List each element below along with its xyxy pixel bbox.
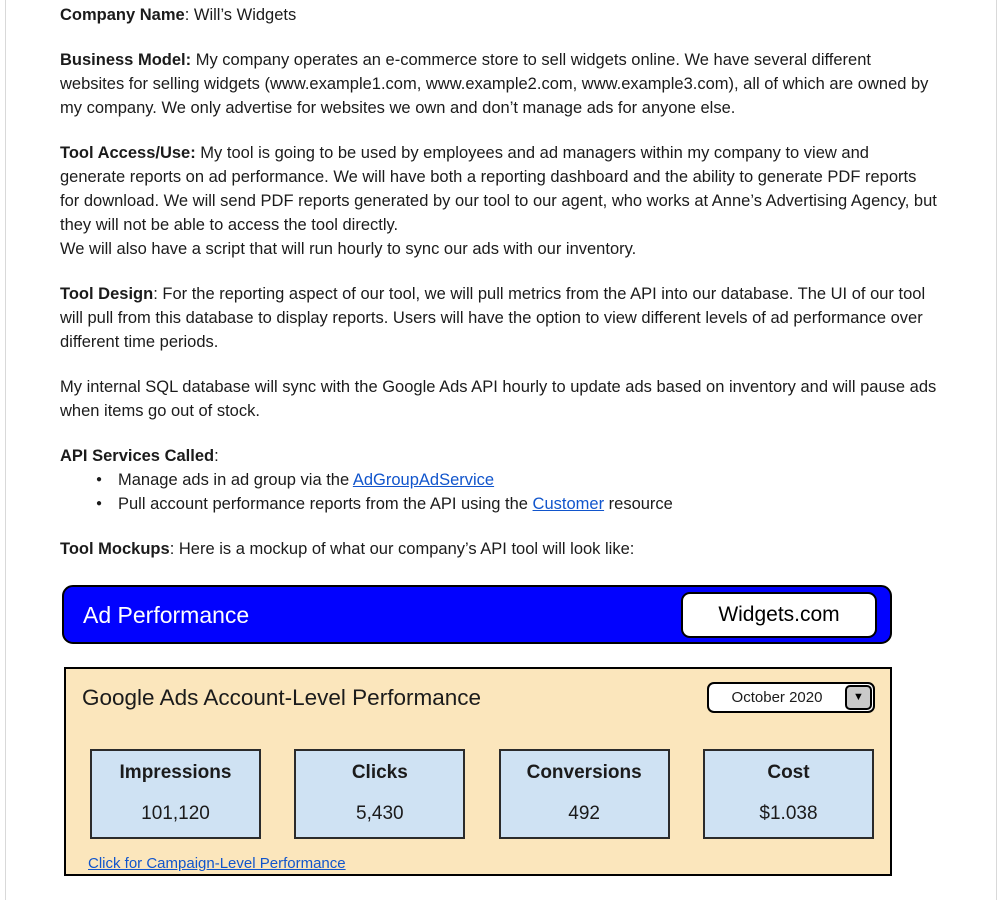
metric-label: Clicks [351,762,408,783]
chevron-down-icon: ▼ [853,691,864,703]
adgroupadservice-link[interactable]: AdGroupAdService [352,471,495,489]
list-item [60,468,938,492]
metric-card-cost [703,749,874,839]
mockup-header-bar [62,585,892,644]
customer-resource-link[interactable]: Customer [532,495,605,513]
tool-design-label: Tool Design [60,285,154,303]
page-edge-left [5,0,6,900]
tool-design-text: : For the reporting aspect of our tool, we will pull metrics from the API into our database. The UI of our tool will pull from this database to display reports. Users will have the option to view different levels of ad performance over different time periods. [60,285,926,351]
company-name-value: : Will’s Widgets [184,6,297,24]
bullet-text-prefix: Pull account performance reports from the API using the [118,495,533,513]
metric-value: $1.038 [759,803,818,824]
business-model-paragraph [60,48,938,120]
business-model-label: Business Model: [60,51,192,69]
api-services-colon: : [214,447,219,465]
bullet-icon: ● [96,498,103,509]
bullet-text-prefix: Manage ads in ad group via the [118,471,353,489]
widgets-button[interactable]: Widgets.com [681,592,877,638]
metric-cards-row [66,749,890,839]
metric-value: 5,430 [356,803,404,824]
panel-header-row [66,669,890,713]
list-item [60,492,938,516]
mockup-header-title: Ad Performance [83,601,250,628]
metric-value: 492 [568,803,600,824]
metric-label: Cost [767,762,810,783]
tool-access-label: Tool Access/Use: [60,144,196,162]
metric-card-clicks [294,749,465,839]
metric-label: Conversions [526,762,642,783]
sql-note-paragraph: My internal SQL database will sync with the Google Ads API hourly to update ads based on inventory and will pause ads when items go out of stock. [60,378,937,420]
account-performance-panel [64,667,892,876]
api-services-list [60,468,938,516]
campaign-level-link[interactable]: Click for Campaign-Level Performance [88,855,346,872]
panel-title: Google Ads Account-Level Performance [82,684,481,710]
bullet-icon: ● [96,474,103,485]
api-services-label: API Services Called [60,447,215,465]
tool-access-text: My tool is going to be used by employees and ad managers within my company to view and generate reports on ad performance. We will have both a reporting dashboard and the ability to generate PDF reports for download. We will send PDF reports generated by our tool to our agent, who works at Anne’s Advertising Agency, but they will not be able to access the tool directly. [60,144,937,234]
month-dropdown[interactable] [707,682,875,713]
metric-label: Impressions [119,762,232,783]
company-name-label: Company Name [60,6,185,24]
company-name-line [60,3,938,27]
month-dropdown-value: October 2020 [731,688,823,706]
metric-card-conversions [499,749,670,839]
page-edge-right [996,0,997,900]
api-services-heading [60,444,938,468]
tool-mockups-text: : Here is a mockup of what our company’s API tool will look like: [169,540,635,558]
metric-value: 101,120 [141,803,210,824]
tool-access-paragraph [60,141,938,261]
tool-access-line2: We will also have a script that will run hourly to sync our ads with our inventory. [60,240,637,258]
bullet-text-suffix: resource [604,495,673,513]
metric-card-impressions [90,749,261,839]
dropdown-arrow-button[interactable] [845,685,872,710]
tool-mockups-line [60,537,938,561]
tool-design-paragraph [60,282,938,354]
business-model-text: My company operates an e-commerce store to sell widgets online. We have several different websites for selling widgets (www.example1.com, www.example2.com, www.example3.com), all of which are owned by my company. We only advertise for websites we own and don’t manage ads for anyone else. [60,51,929,117]
document-content [60,3,938,876]
tool-mockups-label: Tool Mockups [60,540,170,558]
